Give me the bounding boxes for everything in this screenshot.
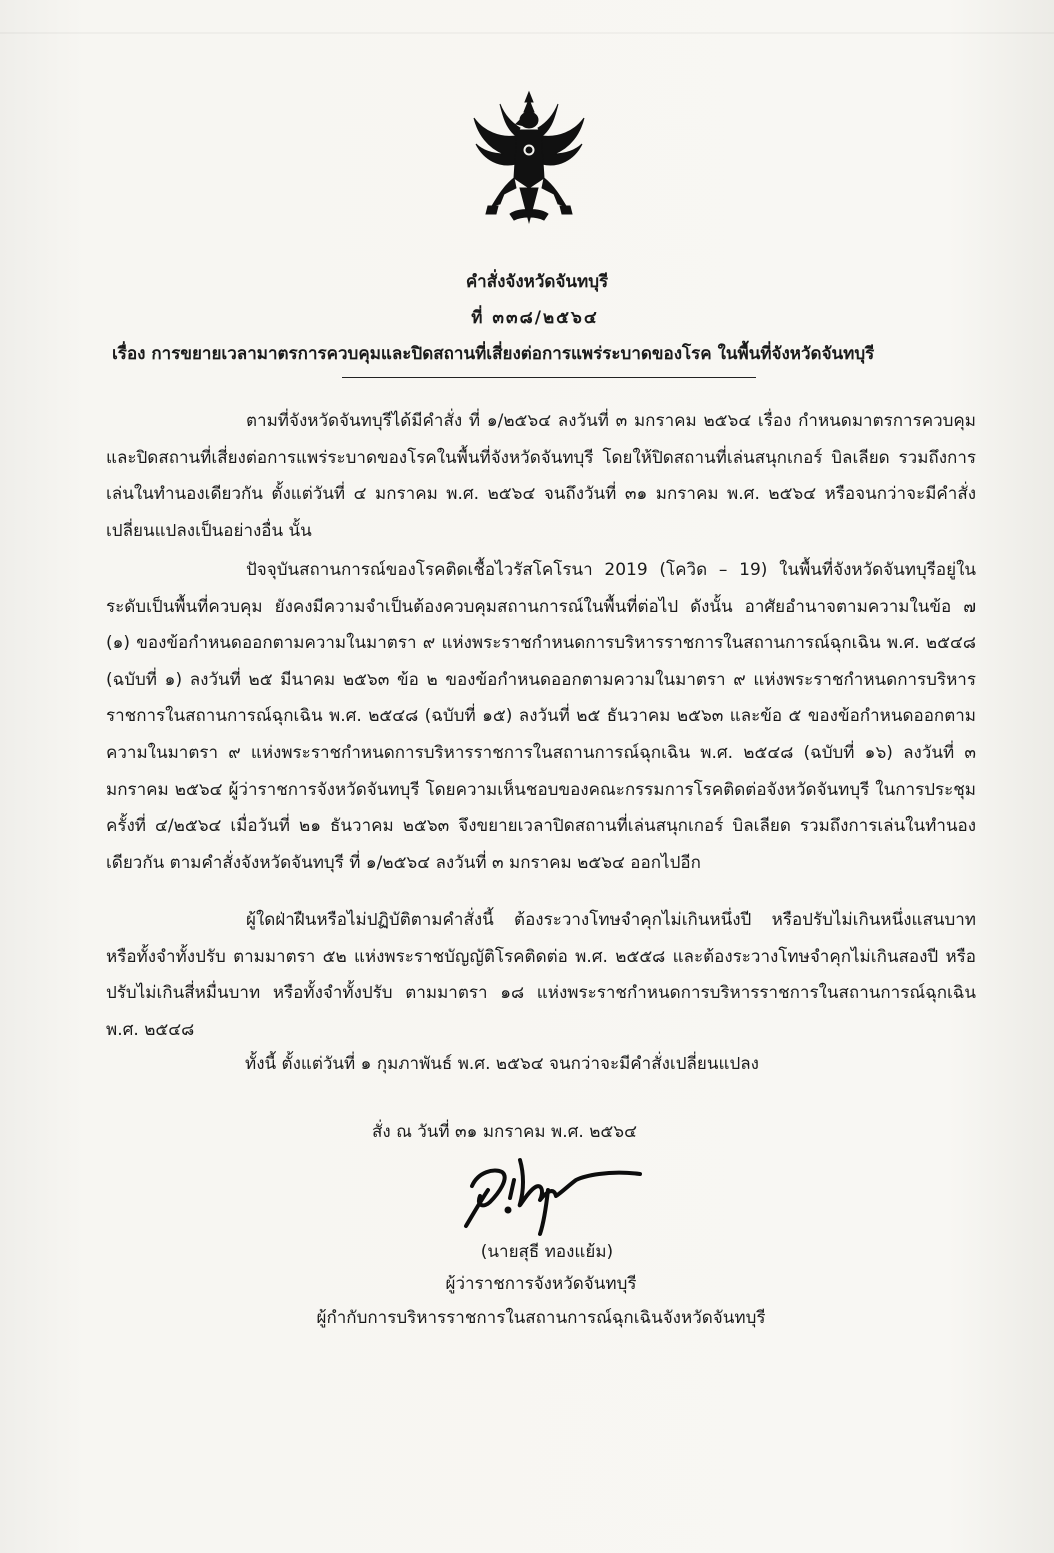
order-date: สั่ง ณ วันที่ ๓๑ มกราคม พ.ศ. ๒๕๖๔ xyxy=(372,1122,637,1142)
subject-divider xyxy=(342,377,756,378)
order-number: ที่ ๓๓๘/๒๕๖๔ xyxy=(471,308,599,328)
garuda-emblem-icon xyxy=(470,88,588,238)
paragraph-effective-date: ทั้งนี้ ตั้งแต่วันที่ ๑ กุมภาพันธ์ พ.ศ. ๒๕๖๔ จนกว่าจะมีคำสั่งเปลี่ยนแปลง xyxy=(245,1054,759,1074)
order-subject: เรื่อง การขยายเวลามาตรการควบคุมและปิดสถานที่เสี่ยงต่อการแพร่ระบาดของโรค ในพื้นที่จังหวัดจันทบุรี xyxy=(112,344,875,364)
signer-title: ผู้ว่าราชการจังหวัดจันทบุรี xyxy=(445,1274,637,1294)
paragraph-penalty: ผู้ใดฝ่าฝืนหรือไม่ปฏิบัติตามคำสั่งนี้ ต้องระวางโทษจำคุกไม่เกินหนึ่งปี หรือปรับไม่เกินหนึ่งแสนบาทหรือทั้งจำทั้งปรับ ตามมาตรา ๕๒ แห่งพระราชบัญญัติโรคติดต่อ พ.ศ. ๒๕๕๘ และต้องระวางโทษจำคุกไม่เกินสองปี หรือปรับไม่เกินสี่หมื่นบาท หรือทั้งจำทั้งปรับ ตามมาตรา ๑๘ แห่งพระราชกำหนดการบริหารราชการในสถานการณ์ฉุกเฉิน พ.ศ. ๒๕๔๘ xyxy=(106,910,976,1040)
signer-name: (นายสุธี ทองแย้ม) xyxy=(480,1242,614,1262)
paragraph-authority: ปัจจุบันสถานการณ์ของโรคติดเชื้อไวรัสโคโรนา 2019 (โควิด – 19) ในพื้นที่จังหวัดจันทบุรีอยู่ในระดับเป็นพื้นที่ควบคุม ยังคงมีความจำเป็นต้องควบคุมสถานการณ์ในพื้นที่ต่อไป ดังนั้น อาศัยอำนาจตามความในข้อ ๗ (๑) ของข้อกำหนดออกตามความในมาตรา ๙ แห่งพระราชกำหนดการบริหารราชการในสถานการณ์ฉุกเฉิน พ.ศ. ๒๕๔๘ (ฉบับที่ ๑) ลงวันที่ ๒๕ มีนาคม ๒๕๖๓ ข้อ ๒ ของข้อกำหนดออกตามความในมาตรา ๙ แห่งพระราชกำหนดการบริหารราชการในสถานการณ์ฉุกเฉิน พ.ศ. ๒๕๔๘ (ฉบับที่ ๑๕) ลงวันที่ ๒๕ ธันวาคม ๒๕๖๓ และข้อ ๕ ของข้อกำหนดออกตามความในมาตรา ๙ แห่งพระราชกำหนดการบริหารราชการในสถานการณ์ฉุกเฉิน พ.ศ. ๒๕๔๘ (ฉบับที่ ๑๖) ลงวันที่ ๓ มกราคม ๒๕๖๔ ผู้ว่าราชการจังหวัดจันทบุรี โดยความเห็นชอบของคณะกรรมการโรคติดต่อจังหวัดจันทบุรี ในการประชุมครั้งที่ ๔/๒๕๖๔ เมื่อวันที่ ๒๑ ธันวาคม ๒๕๖๓ จึงขยายเวลาปิดสถานที่เล่นสนุกเกอร์ บิลเลียด รวมถึงการเล่นในทำนองเดียวกัน ตามคำสั่งจังหวัดจันทบุรี ที่ ๑/๒๕๖๔ ลงวันที่ ๓ มกราคม ๒๕๖๔ ออกไปอีก xyxy=(106,560,976,873)
order-title: คำสั่งจังหวัดจันทบุรี xyxy=(465,272,609,292)
signer-role: ผู้กำกับการบริหารราชการในสถานการณ์ฉุกเฉินจังหวัดจันทบุรี xyxy=(316,1308,766,1328)
paragraph-background: ตามที่จังหวัดจันทบุรีได้มีคำสั่ง ที่ ๑/๒๕๖๔ ลงวันที่ ๓ มกราคม ๒๕๖๔ เรื่อง กำหนดมาตรการควบคุมและปิดสถานที่เสี่ยงต่อการแพร่ระบาดของโรคในพื้นที่จังหวัดจันทบุรี โดยให้ปิดสถานที่เล่นสนุกเกอร์ บิลเลียด รวมถึงการเล่นในทำนองเดียวกัน ตั้งแต่วันที่ ๔ มกราคม พ.ศ. ๒๕๖๔ จนถึงวันที่ ๓๑ มกราคม พ.ศ. ๒๕๖๔ หรือจนกว่าจะมีคำสั่งเปลี่ยนแปลงเป็นอย่างอื่น นั้น xyxy=(106,411,976,541)
page-fold-line xyxy=(0,32,1054,34)
signature-icon xyxy=(458,1150,648,1240)
